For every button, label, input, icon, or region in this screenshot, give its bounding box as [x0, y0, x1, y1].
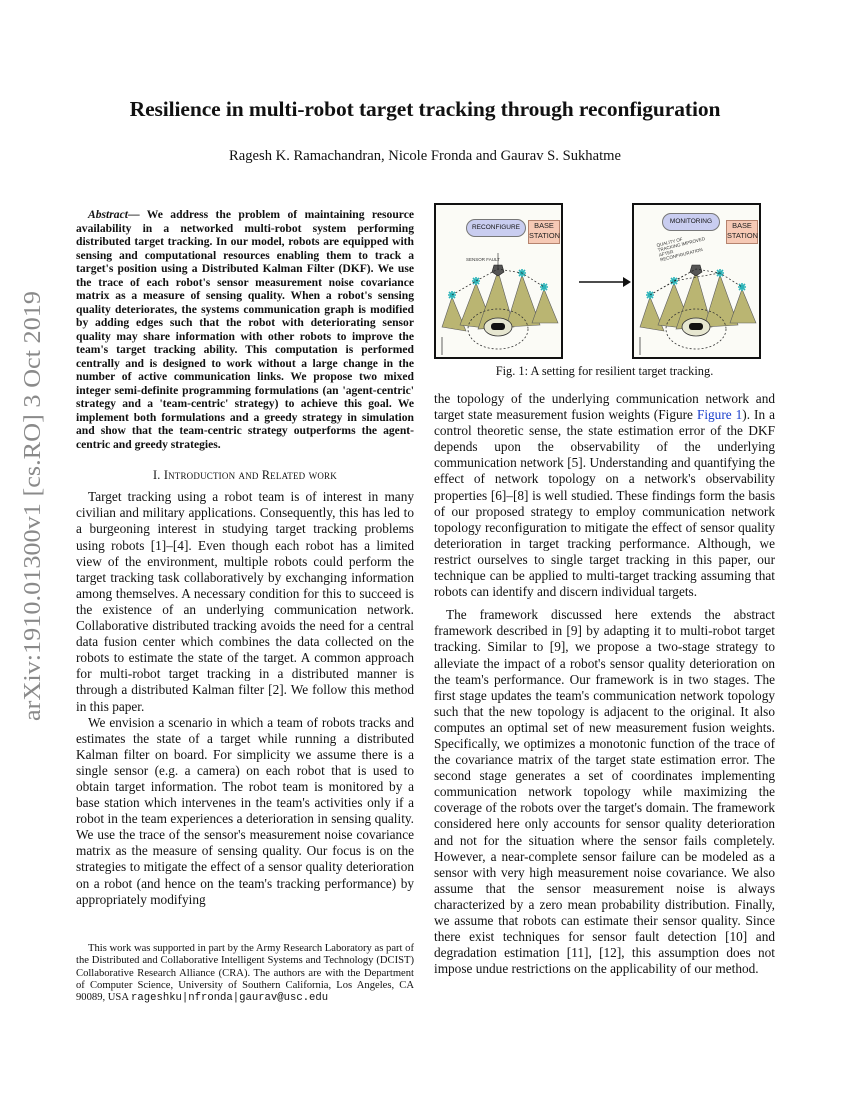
section-title: Introduction and Related work [163, 468, 337, 483]
status-bubble-monitoring: MONITORING [662, 213, 720, 231]
paragraph: The framework discussed here extends the abstract framework described in [9] by adapting it to multi-robot target tracking. Similar to [9], we propose a two-stage strategy to alleviate the impact of a robot's sensor quality deterioration on the team's performance. Our framework is in two stages. The first stage updates the team's communication network topology such that the new topology is adjacent to the original. It also computes an optimal set of new measurement fusion weights. Specifically, we optimizes a monotonic function of the trace of the covariance matrix of the target state estimation error. The second stage generates a set of coordinates implementing communication network topology while maximizing the coverage of the robots over the target's domain. The framework considered here only accounts for sensor quality deterioration and not for the situation where the sensor fails completely. However, a near-complete sensor failure can be modeled as a sensor with very high measurement noise covariance. We also assume that the sensor measurement noise is always characterized by a zero mean probability distribution. Finally, we assume that robots can estimate their sensor quality. Since there exist techniques for sensor fault detection [10] and degradation estimation [11], [12], this assumption does not impose undue restrictions on the applicability of our method. [434, 607, 775, 977]
right-column [434, 200, 775, 977]
figure-panel-before [434, 203, 563, 359]
left-column [76, 208, 414, 908]
arxiv-identifier [12, 285, 52, 725]
figure-caption: Fig. 1: A setting for resilient target tracking. [495, 364, 714, 378]
right-arrow-icon [579, 272, 631, 292]
abstract-label: Abstract [88, 208, 128, 221]
abstract-text: — We address the problem of maintaining resource availability in a networked multi-robot system performing distributed target tracking. In our model, robots are equipped with sensing and computational resources enabling them to track a target's position using a Distributed Kalman Filter (DKF). We use the trace of each robot's sensor measurement noise covariance matrix as a measure of sensing quality. When a robot's sensing quality deteriorates, the systems communication graph is modified by adding edges such that the robot with deteriorating sensor quality may share information with other robots to improve the team's target tracking ability. This computation is performed centrally and is designed to work without a large change in the number of active communication links. We propose two mixed integer semi-definite programming formulations (an 'agent-centric' strategy and a 'team-centric' strategy) to achieve this goal. We implement both formulations and a greedy strategy in simulation and show that the team-centric strategy outperforms the agent-centric and greedy strategies. [76, 208, 414, 451]
section-number: I. [153, 468, 164, 483]
paragraph [434, 391, 775, 600]
paragraph: We envision a scenario in which a team of robots tracks and estimates the state of a target while running a distributed Kalman filter on board. For simplicity we assume there is a single sensor (e.g. a camera) on each robot that is used to obtain target information. The robot team is monitored by a base station which intervenes in the team's activities only if a robot in the team experiences a deterioration in sensing quality. We use the trace of the sensor's measurement noise covariance matrix as the measure of sensing quality. Our focus is on the strategies to mitigate the effect of a sensor quality deterioration on a robot (and hence on the team's tracking performance) by appropriately modifying [76, 714, 414, 907]
base-station-box: BASE STATION [726, 220, 758, 244]
quality-note-label: QUALITY OF TRACKING IMPROVED AFTER RECONFIGURATION [656, 236, 706, 263]
figure-panel-after [632, 203, 761, 359]
figure-reference-link[interactable]: Figure 1 [696, 407, 743, 423]
figure-1 [434, 200, 775, 358]
footnote-text: This work was supported in part by the Army Research Laboratory as part of the Distributed and Collaborative Intelligent Systems and Technology (DCIST) Collaborative Research Alliance (CRA). The authors are with the Department of Computer Science, University of Southern California, Los Angeles, CA 90089, USA [76, 943, 414, 1004]
arxiv-id-text: arXiv:1910.01300v1 [cs.RO] 3 Oct 2019 [19, 319, 46, 721]
footnote [76, 943, 414, 1004]
paragraph: Target tracking using a robot team is of interest in many civilian and military applications. Consequently, this has led to a burgeoning interest in studying target tracking problems using robots [1]–[4]. Even though each robot has a limited view of the environment, multiple robots could perform the target tracking task collaboratively by exchanging information among themselves. A necessary condition for this to succeed is the existence of an underlying communication network. Collaborative distributed tracking avoids the need for a central data fusion center which combines the data collected on the robots to estimate the state of the target. A common approach for multi-robot target tracking in a distributed manner is through a distributed Kalman filter [2]. We follow this method in this paper. [76, 489, 414, 714]
section-heading [76, 468, 414, 483]
paragraph-text: ). In a control theoretic sense, the state estimation error of the DKF depends upon the observability of the underlying communication network [5]. Understanding and quantifying the effect of network topology on a network's observability properties [6]–[8] is well studied. These findings form the basis of our proposed strategy to employ communication network topology reconfiguration to mitigate the effect of sensor quality deterioration in target tracking performance. Although, we restrict ourselves to single target tracking in this paper, our technique can be applied to multi-target tracking assuming that robots can identify and discern individual targets. [434, 407, 775, 600]
status-bubble-reconfigure: RECONFIGURE [466, 219, 526, 237]
author-list: Ragesh K. Ramachandran, Nicole Fronda and Gaurav S. Sukhatme [229, 148, 621, 164]
base-station-box: BASE STATION [528, 220, 560, 244]
paragraph-text: the topology of the underlying communication network and target state measurement fusion weights (Figure [434, 391, 775, 423]
abstract [76, 208, 414, 451]
sensor-fault-label: SENSOR FAULT [466, 257, 500, 262]
footnote-emails: rageshku|nfronda|gaurav@usc.edu [131, 992, 329, 1005]
paper-title: Resilience in multi-robot target tracking through reconfiguration [129, 97, 721, 121]
